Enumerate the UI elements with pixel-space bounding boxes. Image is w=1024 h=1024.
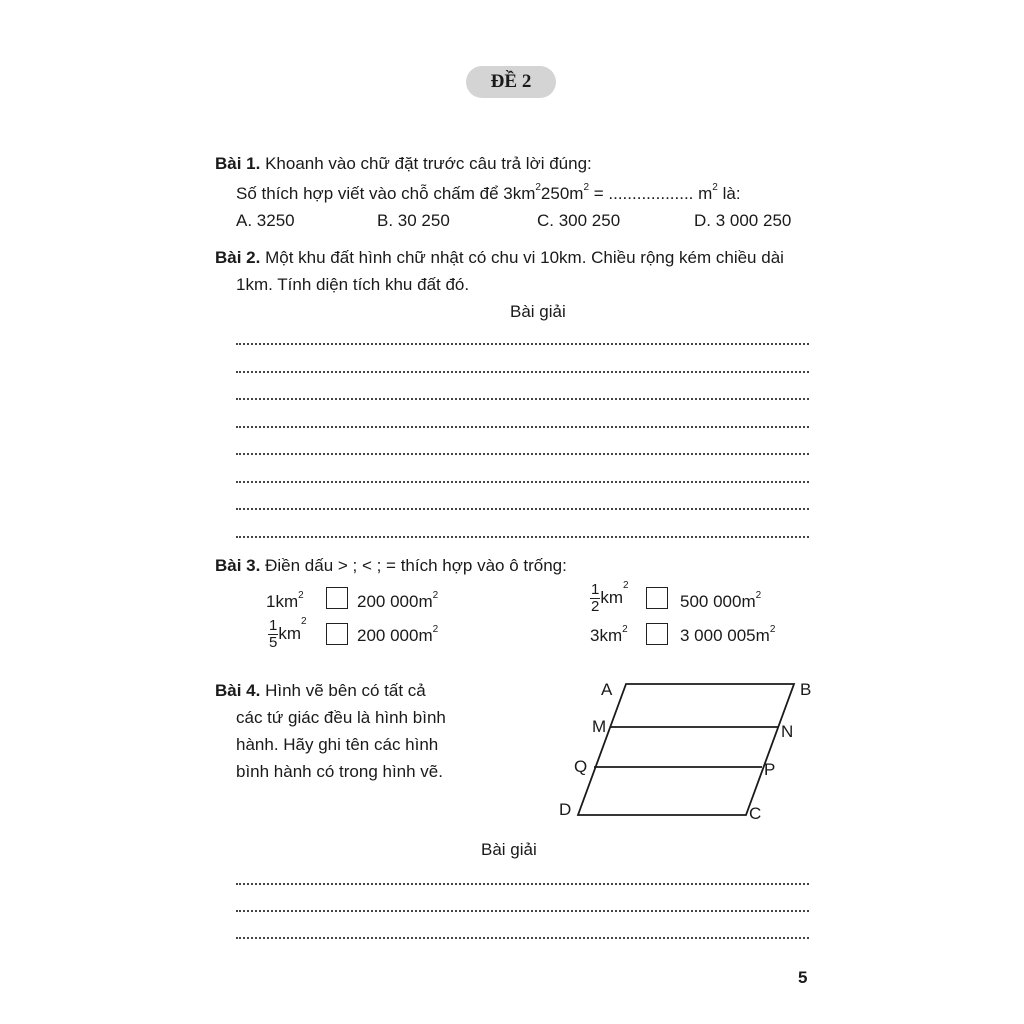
bai2-label: Bài 2. bbox=[215, 248, 261, 267]
point-label-d: D bbox=[559, 800, 572, 819]
bai3-r1-left-value: $1km^2$ bbox=[266, 590, 304, 611]
point-label-q: Q bbox=[574, 757, 588, 776]
bai4-line2: các tứ giác đều là hình bình bbox=[236, 708, 446, 727]
point-label-c: C bbox=[749, 804, 762, 823]
parallelogram-abcd bbox=[578, 684, 794, 815]
point-label-a: A bbox=[601, 680, 613, 699]
bai4-line1: Bài 4. Hình vẽ bên có tất cả bbox=[215, 681, 426, 700]
answer-line[interactable] bbox=[236, 881, 809, 885]
bai1-label: Bài 1. bbox=[215, 154, 261, 173]
bai4-solution-heading: Bài giải bbox=[481, 840, 537, 859]
bai1-option-a: A. 3250 bbox=[236, 211, 295, 230]
exam-title: ĐỀ 2 bbox=[466, 66, 556, 98]
bai4-line4: bình hành có trong hình vẽ. bbox=[236, 762, 443, 781]
bai3-label: Bài 3. bbox=[215, 556, 261, 575]
bai2-line1: Bài 2. Một khu đất hình chữ nhật có chu vi 10km. Chiều rộng kém chiều dài bbox=[215, 248, 784, 267]
bai1-option-b: B. 30 250 bbox=[377, 211, 450, 230]
bai3-r1-left-compare: 200 $000m^2$ bbox=[357, 590, 439, 611]
bai4-line3: hành. Hãy ghi tên các hình bbox=[236, 735, 439, 754]
fraction: $\frac{1}{5}$ bbox=[269, 617, 278, 651]
bai3-r1-right-value: $\frac{1}{2}$ $km^2$ bbox=[591, 580, 629, 615]
point-label-n: N bbox=[781, 722, 794, 741]
bai1-question: Số thích hợp viết vào chỗ chấm để $3km^2250m^2$ = .................. $m^2$ là: bbox=[236, 182, 741, 203]
bai1-option-c: C. 300 250 bbox=[537, 211, 621, 230]
answer-line[interactable] bbox=[236, 908, 809, 912]
bai2-line2: 1km. Tính diện tích khu đất đó. bbox=[236, 275, 470, 294]
point-label-m: M bbox=[592, 717, 607, 736]
point-label-p: P bbox=[764, 760, 776, 779]
bai3-r2-left-value: $\frac{1}{5}$ $km^2$ bbox=[269, 616, 307, 651]
bai1-option-d: D. 3 000 250 bbox=[694, 211, 792, 230]
fraction: $\frac{1}{2}$ bbox=[591, 581, 600, 615]
bai3-r1-right-compare: 500 $000m^2$ bbox=[680, 590, 762, 611]
point-label-b: B bbox=[800, 680, 812, 699]
bai4-label: Bài 4. bbox=[215, 681, 261, 700]
page-number: 5 bbox=[798, 968, 808, 987]
bai3-r2-right-value: $3km^2$ bbox=[590, 624, 628, 645]
bai1-prompt: Khoanh vào chữ đặt trước câu trả lời đúng: bbox=[265, 154, 592, 173]
bai3-prompt-line: Bài 3. Điền dấu > ; < ; = thích hợp vào ô trống: bbox=[215, 556, 567, 575]
bai2-solution-heading: Bài giải bbox=[510, 302, 566, 321]
bai3-r2-right-compare: 3 000 $005m^2$ bbox=[680, 624, 776, 645]
bai3-r2-left-compare: 200 $000m^2$ bbox=[357, 624, 439, 645]
answer-line[interactable] bbox=[236, 935, 809, 939]
